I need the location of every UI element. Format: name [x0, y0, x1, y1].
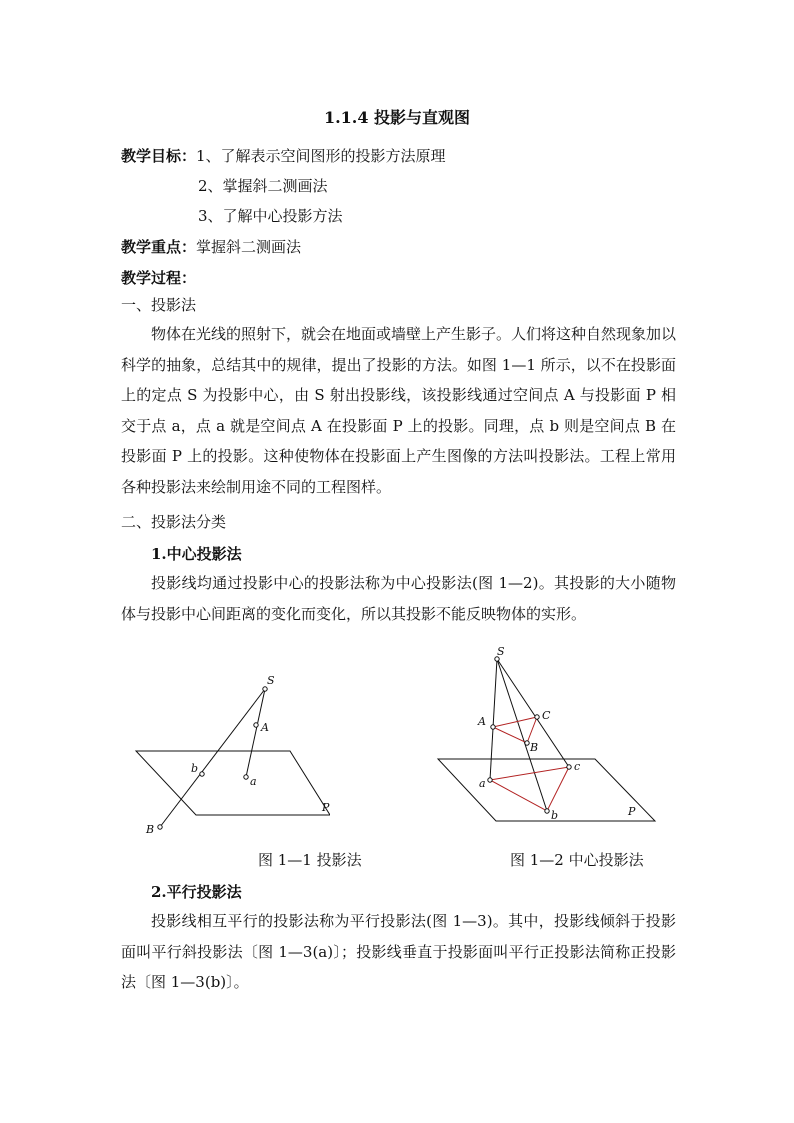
process-label: 教学过程： — [121, 269, 197, 287]
point-a-upper — [254, 723, 258, 727]
point-b-lower — [545, 809, 549, 813]
key-point-row — [121, 237, 301, 257]
key-point-label: 教学重点： — [121, 238, 197, 256]
goal-item-1: 1、了解表示空间图形的投影方法原理 — [196, 147, 446, 165]
point-a-lower — [488, 778, 492, 782]
space-triangle-abc — [493, 717, 537, 743]
label-p: P — [628, 805, 636, 818]
figure-1-2-caption: 图 1—2 中心投影法 — [510, 851, 644, 869]
goal-item-3: 3、了解中心投影方法 — [198, 207, 343, 225]
label-b-upper: B — [530, 741, 539, 754]
label-p: P — [322, 801, 330, 814]
label-a-upper: A — [261, 721, 269, 734]
label-a-lower: a — [250, 775, 257, 788]
point-c-upper — [535, 715, 539, 719]
label-b-upper: B — [146, 823, 155, 836]
section1-heading: 一、投影法 — [121, 296, 197, 314]
point-a-upper — [491, 725, 495, 729]
point-b-upper — [525, 741, 529, 745]
point-s — [263, 687, 267, 691]
projection-line-sb — [160, 689, 265, 827]
projected-triangle-abc — [490, 767, 569, 811]
projection-plane-p — [136, 751, 330, 815]
page-title: 1.1.4 投影与直观图 — [323, 108, 471, 127]
section2-heading: 二、投影法分类 — [121, 513, 227, 531]
figure-1-1 — [130, 665, 330, 845]
label-b-lower: b — [191, 762, 199, 775]
sub1-paragraph: 投影线均通过投影中心的投影法称为中心投影法(图 1—2)。其投影的大小随物体与投影中心间距离的变化而变化，所以其投影不能反映物体的实形。 — [121, 574, 676, 623]
label-b-lower: b — [551, 809, 559, 822]
label-a-upper: A — [478, 715, 486, 728]
label-s: S — [267, 674, 275, 687]
point-b-upper — [158, 825, 162, 829]
label-s: S — [497, 645, 505, 658]
line-s-a — [490, 659, 497, 780]
goal-item-2: 2、掌握斜二测画法 — [198, 177, 328, 195]
key-point-text: 掌握斜二测画法 — [196, 238, 302, 256]
point-a-lower — [244, 775, 248, 779]
goals-label: 教学目标： — [121, 147, 197, 165]
figure-1-2 — [435, 645, 665, 825]
point-c-lower — [567, 765, 571, 769]
figure-1-1-caption: 图 1—1 投影法 — [258, 851, 362, 869]
label-c-upper: C — [542, 709, 551, 722]
label-a-lower: a — [479, 777, 486, 790]
sub2-paragraph: 投影线相互平行的投影法称为平行投影法(图 1—3)。其中，投影线倾斜于投影面叫平行斜投影法〔图 1—3(a)〕；投影线垂直于投影面叫平行正投影法简称正投影法〔图 1—3(b)〕。 — [121, 912, 676, 991]
label-c-lower: c — [574, 760, 581, 773]
section1-paragraph: 物体在光线的照射下，就会在地面或墙壁上产生影子。人们将这种自然现象加以科学的抽象，总结其中的规律，提出了投影的方法。如图 1—1 所示，以不在投影面上的定点 S 为投影中心，由 S 射出投影线，该投影线通过空间点 A 与投影面 P 相交于点 a，点 a 就是空间点 A 在投影面 P 上的投影。同理，点 b 则是空间点 B 在投影面 P 上的投影。这种使物体在投影面上产生图像的方法叫投影法。工程上常用各种投影法来绘制用途不同的工程图样。 — [121, 325, 677, 496]
sub1-heading: 1.中心投影法 — [151, 545, 242, 563]
goals-row — [121, 146, 446, 166]
sub2-heading: 2.平行投影法 — [151, 883, 242, 901]
point-b-lower — [200, 772, 204, 776]
